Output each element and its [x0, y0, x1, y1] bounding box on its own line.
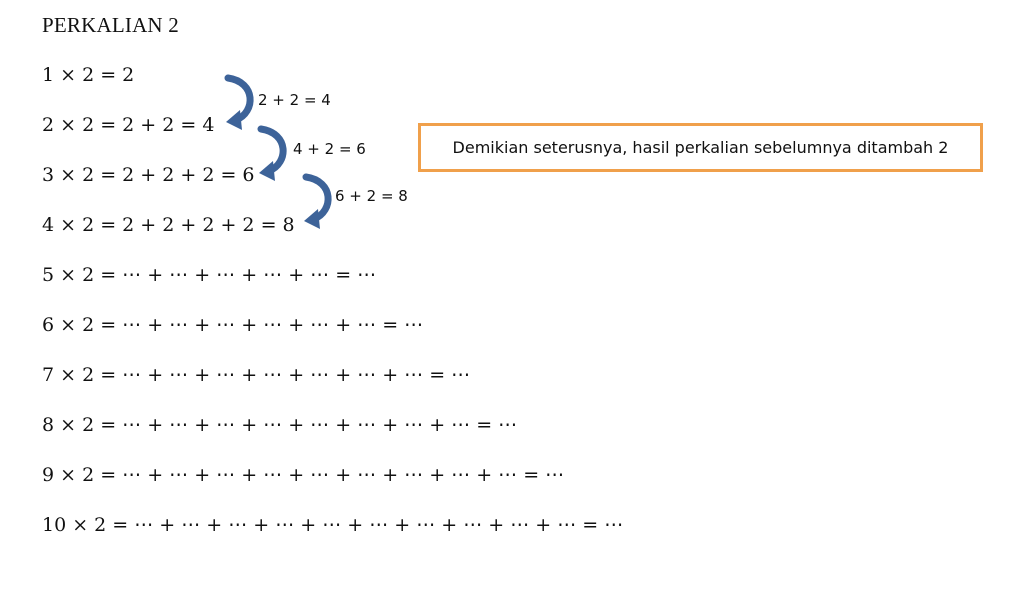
page-title: PERKALIAN 2 [42, 13, 179, 37]
equation-7: 7 × 2 = ⋯ + ⋯ + ⋯ + ⋯ + ⋯ + ⋯ + ⋯ = ⋯ [42, 364, 471, 386]
equation-5: 5 × 2 = ⋯ + ⋯ + ⋯ + ⋯ + ⋯ = ⋯ [42, 264, 377, 286]
equation-4: 4 × 2 = 2 + 2 + 2 + 2 = 8 [42, 214, 295, 236]
curved-arrow-icon [300, 171, 340, 233]
equation-1: 1 × 2 = 2 [42, 64, 135, 86]
equation-10: 10 × 2 = ⋯ + ⋯ + ⋯ + ⋯ + ⋯ + ⋯ + ⋯ + ⋯ + ⋯ + ⋯ = ⋯ [42, 514, 624, 536]
curved-arrow-icon [255, 123, 295, 185]
equation-3: 3 × 2 = 2 + 2 + 2 = 6 [42, 164, 255, 186]
callout-box [418, 123, 983, 172]
arrow-note-1: 2 + 2 = 4 [258, 91, 331, 109]
equation-9: 9 × 2 = ⋯ + ⋯ + ⋯ + ⋯ + ⋯ + ⋯ + ⋯ + ⋯ + ⋯ = ⋯ [42, 464, 565, 486]
equation-2: 2 × 2 = 2 + 2 = 4 [42, 114, 215, 136]
equation-6: 6 × 2 = ⋯ + ⋯ + ⋯ + ⋯ + ⋯ + ⋯ = ⋯ [42, 314, 424, 336]
arrow-note-3: 6 + 2 = 8 [335, 187, 408, 205]
callout-text: Demikian seterusnya, hasil perkalian sebelumnya ditambah 2 [452, 138, 949, 157]
equation-8: 8 × 2 = ⋯ + ⋯ + ⋯ + ⋯ + ⋯ + ⋯ + ⋯ + ⋯ = ⋯ [42, 414, 518, 436]
arrow-note-2: 4 + 2 = 6 [293, 140, 366, 158]
